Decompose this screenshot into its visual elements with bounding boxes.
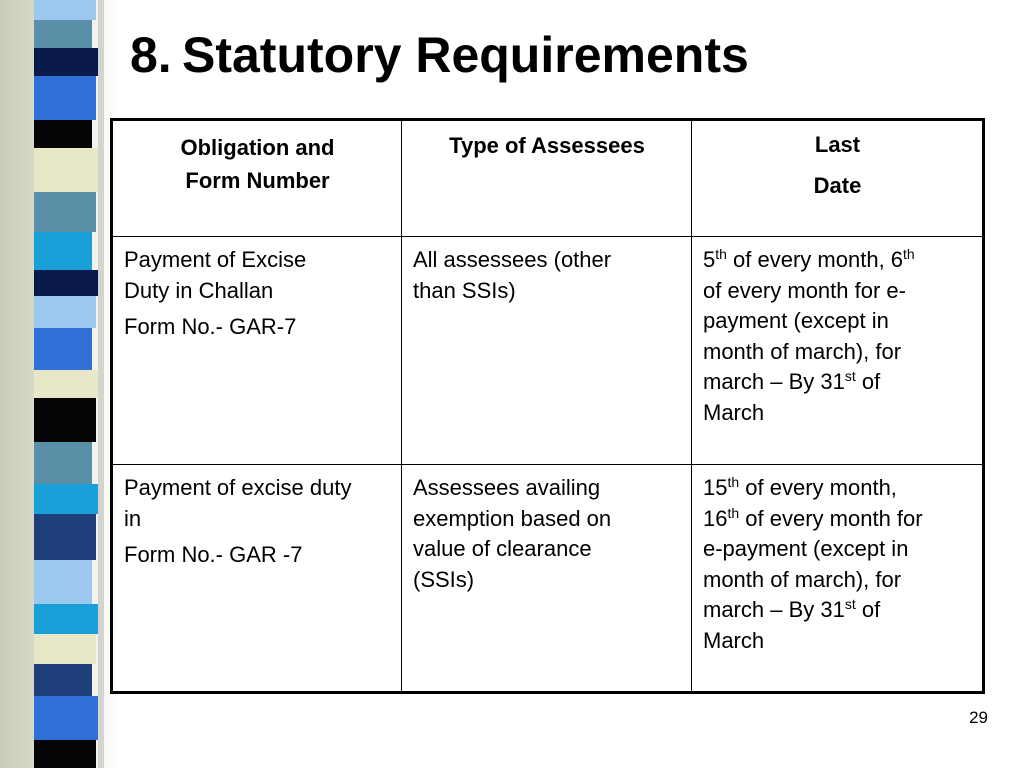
stripe-block: [34, 696, 98, 740]
cell-obligation: Payment of Excise Duty in Challan Form No.- GAR-7: [112, 237, 402, 465]
stripe-block: [34, 20, 92, 48]
stripe-block: [34, 296, 96, 328]
form-number: Form No.- GAR-7: [124, 314, 297, 339]
stripe-block: [34, 328, 92, 370]
stripe-block: [34, 484, 98, 514]
table-row: [112, 465, 984, 693]
table-header-row: [112, 120, 984, 237]
stripe-block: [34, 664, 92, 696]
stripe-block: [34, 604, 98, 634]
cell-assessees: Assessees availing exemption based on value of clearance (SSIs): [402, 465, 692, 693]
stripe-block: [34, 120, 92, 148]
stripe-block: [34, 270, 98, 296]
title-text: Statutory Requirements: [182, 27, 749, 83]
header-last-date: Last Date: [692, 120, 984, 237]
stripe-color-blocks: [34, 0, 98, 768]
cell-obligation: Payment of excise duty in Form No.- GAR -7: [112, 465, 402, 693]
stripe-block: [34, 76, 96, 120]
stripe-block: [34, 48, 98, 76]
cell-last-date: 15th of every month, 16th of every month for e-payment (except in month of march), for march – By 31st of March: [692, 465, 984, 693]
table-row: [112, 237, 984, 465]
stripe-block: [34, 560, 92, 604]
stripe-shadow-edge: [98, 0, 104, 768]
stripe-block: [34, 232, 92, 270]
stripe-block: [34, 398, 96, 442]
stripe-block: [34, 442, 92, 484]
form-number: Form No.- GAR -7: [124, 542, 303, 567]
stripe-block: [34, 370, 98, 398]
header-assessees: Type of Assessees: [402, 120, 692, 237]
cell-assessees: All assessees (other than SSIs): [402, 237, 692, 465]
stripe-block: [34, 740, 96, 768]
stripe-block: [34, 192, 96, 232]
page-number: 29: [969, 708, 988, 727]
cell-last-date: 5th of every month, 6th of every month for e- payment (except in month of march), for march – By 31st of March: [692, 237, 984, 465]
stripe-block: [34, 148, 98, 192]
stripe-block: [34, 0, 96, 20]
slide-title: [130, 26, 749, 84]
requirements-table: [110, 118, 985, 694]
stripe-block: [34, 514, 96, 560]
decorative-side-stripe: [0, 0, 120, 768]
header-obligation: Obligation and Form Number: [112, 120, 402, 237]
stripe-block: [34, 634, 96, 664]
title-number: 8.: [130, 27, 172, 83]
